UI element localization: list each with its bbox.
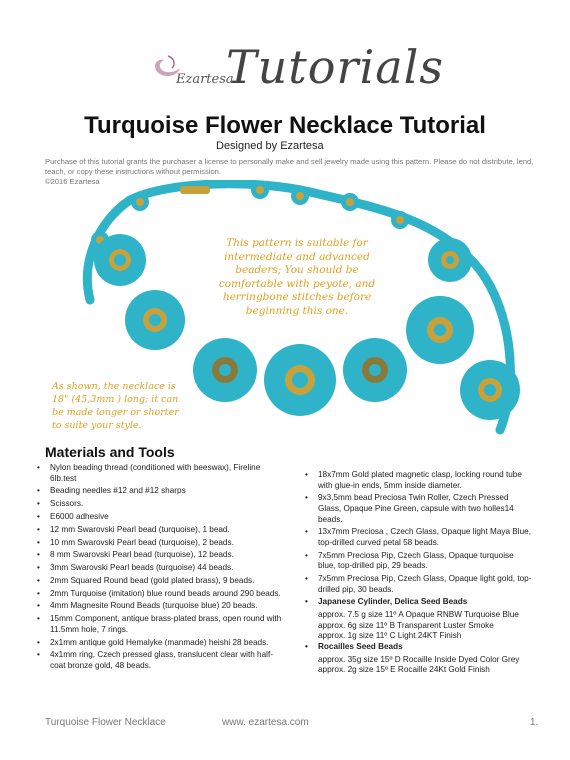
flower-3 [193, 338, 257, 402]
list-item: • 4mm Magnesite Round Beads (turquoise blue) 20 beads. [35, 601, 287, 612]
list-item: • Nylon beading thread (conditioned with beeswax), Fireline 6lb.test [35, 463, 287, 484]
flower-1 [94, 234, 146, 286]
clasp [180, 186, 210, 194]
list-item: • 15mm Component, antique brass-plated brass, open round with 11.5mm hole, 7 rings. [35, 614, 287, 635]
materials-heading: Materials and Tools [45, 444, 175, 460]
flower-5 [343, 338, 407, 402]
page-number: 1. [530, 717, 539, 728]
list-item: • 9x3,5mm bead Preciosa Twin Roller, Czech Pressed Glass, Opaque Pine Green, capsule with two holles14 beads. [303, 493, 533, 525]
rocailles-heading: • Rocailles Seed Beads [303, 642, 533, 653]
list-item: • Beading needles #12 and #12 sharps [35, 486, 287, 497]
list-item: • 18x7mm Gold plated magnetic clasp, locking round tube with glue-in ends, 5mm inside diameter. [303, 470, 533, 491]
list-item: • 2mm Turquoise (imitation) blue round beads around 290 beads. [35, 589, 287, 600]
list-item: • 12 mm Swarovski Pearl bead (turquoise), 1 bead. [35, 525, 287, 536]
japanese-beads-heading: • Japanese Cylinder, Delica Seed Beads [303, 597, 533, 608]
list-item: • 2mm Squared Round bead (gold plated brass), 9 beads. [35, 576, 287, 587]
footer-title: Turquoise Flower Necklace [45, 717, 166, 728]
list-item: • 4x1mm ring, Czech pressed glass, translucent clear with half-coat bronze gold, 48 beads. [35, 650, 287, 671]
list-item: • 8 mm Swarovski Pearl bead (turquoise), 12 beads. [35, 550, 287, 561]
logo-brand: Ezartesa [176, 72, 234, 87]
footer-website[interactable]: www. ezartesa.com [222, 717, 309, 728]
list-item: approx. 7.5 g size 11º A Opaque RNBW Turquoise Blue [318, 610, 519, 620]
page-title: Turquoise Flower Necklace Tutorial [84, 112, 486, 139]
list-item: approx. 1g size 11º C Light 24KT Finish [318, 631, 462, 641]
flower-2 [125, 290, 185, 350]
list-item: approx. 6g size 11º B Transparent Luster Smoke [318, 620, 494, 630]
flower-7 [460, 360, 520, 420]
flower-4 [264, 344, 336, 416]
logo-wordmark: Tutorials [226, 40, 444, 94]
copyright: ©2016 Ezartesa [45, 177, 100, 186]
materials-list-left [35, 463, 287, 674]
list-item: • 10 mm Swarovski Pearl bead (turquoise), 2 beads. [35, 538, 287, 549]
note-length: As shown, the necklace is 18" (45,3mm ) long; it can be made longer or shorter to suite your style. [52, 381, 179, 431]
byline: Designed by Ezartesa [216, 140, 324, 152]
flower-6 [406, 296, 474, 364]
list-item: • 7x5mm Preciosa Pip, Czech Glass, Opaque turquoise blue, top-drilled pip, 29 beads. [303, 551, 533, 572]
list-item: • 7x5mm Preciosa Pip, Czech Glass, Opaque light gold, top-drilled pip, 30 beads. [303, 574, 533, 595]
list-item: • 2x1mm antique gold Hemalyke (manmade) heishi 28 beads. [35, 638, 287, 649]
list-item: • E6000 adhesive [35, 512, 287, 523]
materials-list-right [303, 470, 533, 676]
note-skill-level: This pattern is suitable for intermediate and advanced beaders; You should be comfortable with peyote, and herringbone stitches before beginning this one. [218, 237, 376, 317]
list-item: • Scissors. [35, 499, 287, 510]
list-item: approx. 2g size 15º E Rocaille 24Kt Gold Finish [318, 665, 490, 675]
flower-8 [428, 238, 472, 282]
license-text: Purchase of this tutorial grants the purchaser a license to personally make and sell jewelry made using this pattern. Please do not distribute, lend, teach, or copy these instructions without permission. [45, 157, 534, 176]
list-item: • 13x7mm Preciosa , Czech Glass, Opaque light Maya Blue, top-drilled curved petal 58 beads. [303, 527, 533, 548]
list-item: approx. 35g size 15º D Rocaille Inside Dyed Color Grey [318, 654, 520, 664]
list-item: • 3mm Swarovski Pearl beads (turquoise) 44 beads. [35, 563, 287, 574]
logo [0, 22, 570, 94]
